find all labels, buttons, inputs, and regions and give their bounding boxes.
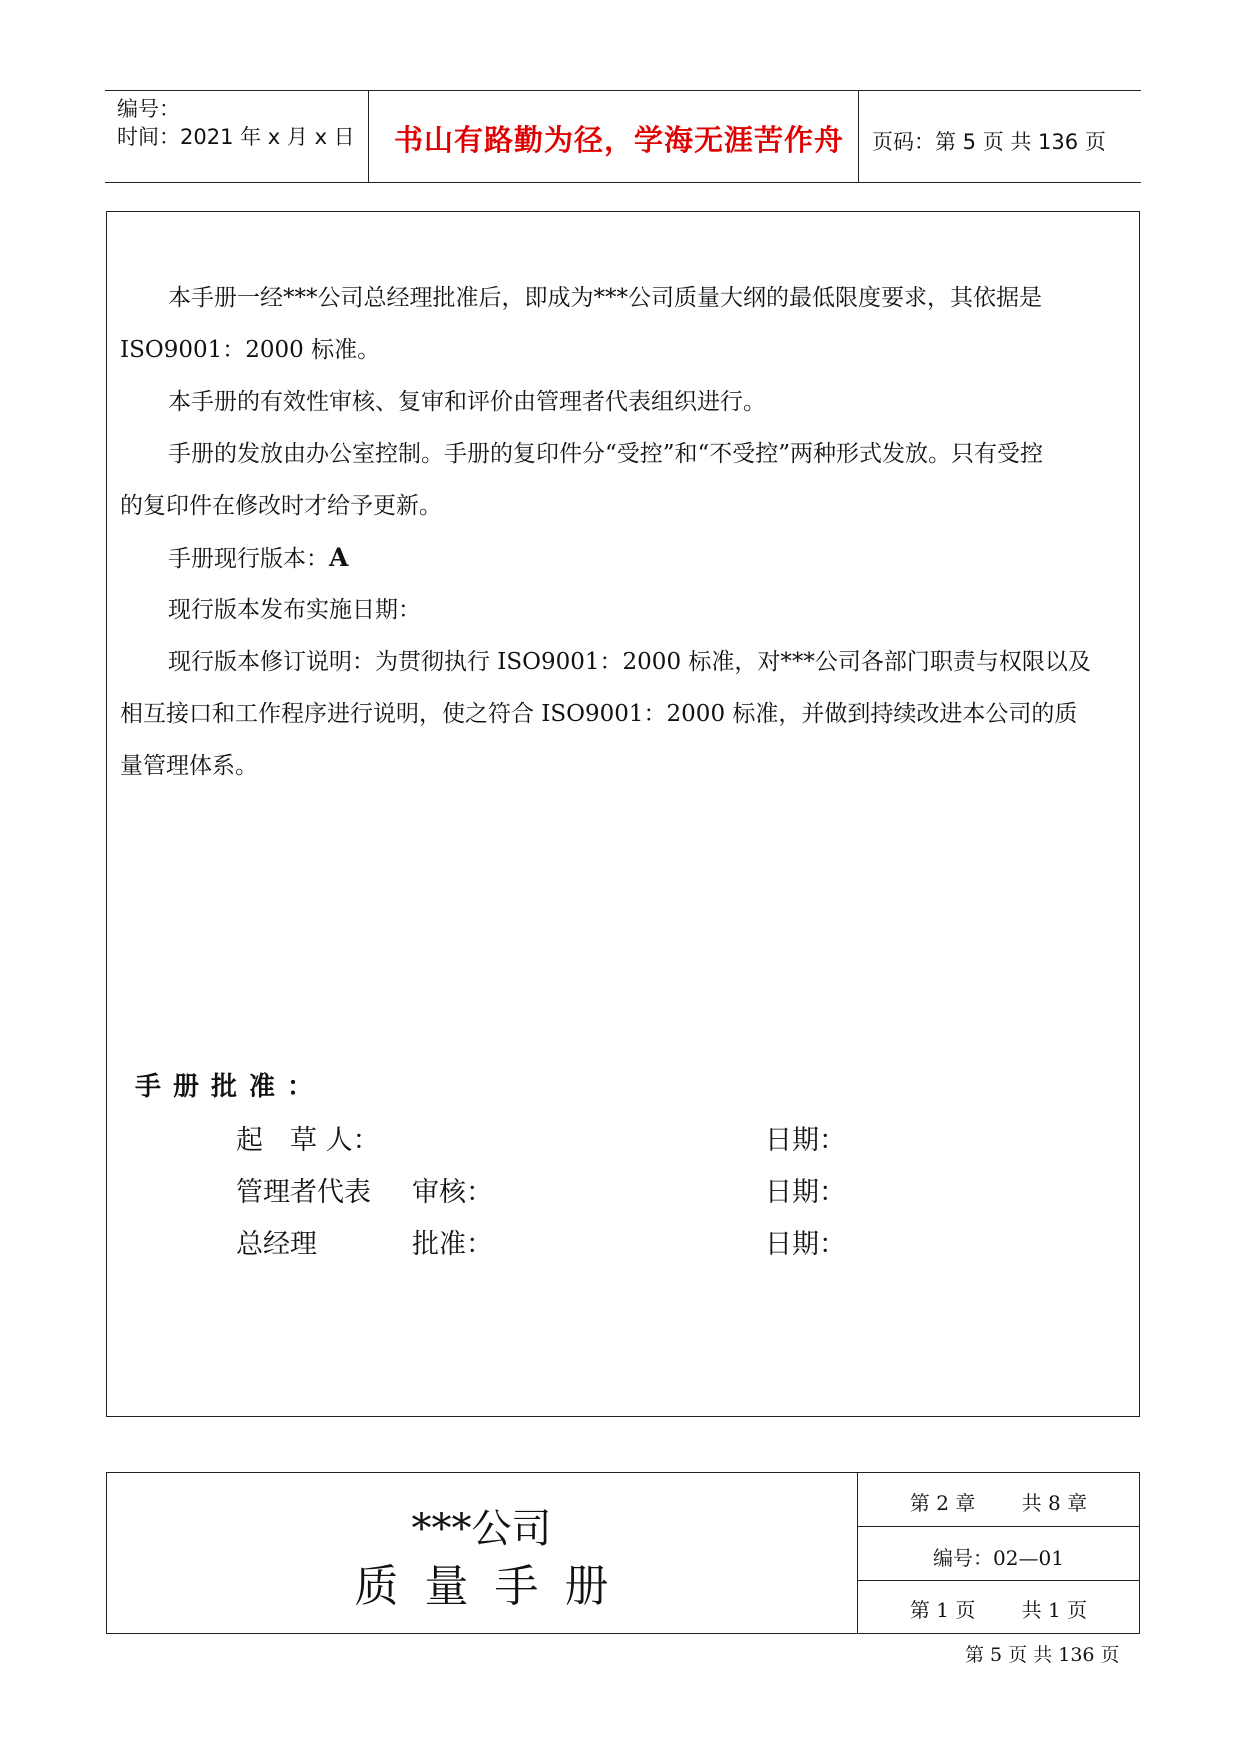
approval-row-gm-role: 总经理: [236, 1229, 317, 1260]
header-time-label: 时间：2021 年 x 月 x 日: [117, 125, 355, 149]
footer-chapter: 第 2 章 共 8 章: [909, 1491, 1088, 1515]
paragraph-revision-line3: 量管理体系。: [120, 753, 258, 779]
version-value: A: [329, 543, 349, 572]
approval-row-rep-role: 管理者代表: [236, 1177, 371, 1208]
approval-row-drafter-date: 日期：: [765, 1125, 846, 1156]
footer-page: 第 1 页 共 1 页: [909, 1598, 1088, 1622]
approval-row-gm-action: 批准：: [412, 1229, 493, 1260]
paragraph-distribution-line2: 的复印件在修改时才给予更新。: [120, 493, 442, 519]
header-divider-right: [858, 90, 859, 183]
header-bottom-rule: [105, 182, 1141, 183]
header-top-rule: [105, 90, 1141, 91]
paragraph-basis-line2: ISO9001：2000 标准。: [120, 337, 381, 363]
header-page-code: 页码：第 5 页 共 136 页: [872, 130, 1106, 154]
header-number-label: 编号：: [117, 97, 180, 121]
footer-manual-title: 质量手册: [354, 1561, 635, 1612]
approval-row-rep-action: 审核：: [412, 1177, 493, 1208]
approval-title: 手册批准：: [135, 1072, 326, 1102]
header-divider-left: [368, 90, 369, 183]
approval-row-drafter-role: 起 草 人：: [236, 1125, 380, 1156]
paragraph-distribution-line1: 手册的发放由办公室控制。手册的复印件分“受控”和“不受控”两种形式发放。只有受控: [168, 441, 1044, 467]
paragraph-revision-line2: 相互接口和工作程序进行说明，使之符合 ISO9001：2000 标准，并做到持续改进本公司的质: [120, 701, 1078, 727]
footer-row-rule-2: [857, 1580, 1140, 1581]
approval-row-gm-date: 日期：: [765, 1229, 846, 1260]
paragraph-release-date: 现行版本发布实施日期：: [168, 597, 421, 623]
paragraph-review: 本手册的有效性审核、复审和评价由管理者代表组织进行。: [168, 389, 766, 415]
version-label: 手册现行版本：: [168, 546, 329, 572]
paragraph-version: [120, 532, 1130, 585]
paragraph-basis-line1: 本手册一经***公司总经理批准后，即成为***公司质量大纲的最低限度要求，其依据是: [168, 285, 1042, 311]
paragraph-revision-line1: 现行版本修订说明：为贯彻执行 ISO9001：2000 标准，对***公司各部门职责与权限以及: [168, 649, 1091, 675]
header-motto: 书山有路勤为径，学海无涯苦作舟: [394, 123, 845, 157]
approval-row-rep-date: 日期：: [765, 1177, 846, 1208]
page-number-footer: 第 5 页 共 136 页: [965, 1644, 1120, 1666]
footer-company-name: ***公司: [411, 1506, 552, 1552]
footer-row-rule-1: [857, 1526, 1140, 1527]
footer-code: 编号：02—01: [933, 1546, 1064, 1570]
